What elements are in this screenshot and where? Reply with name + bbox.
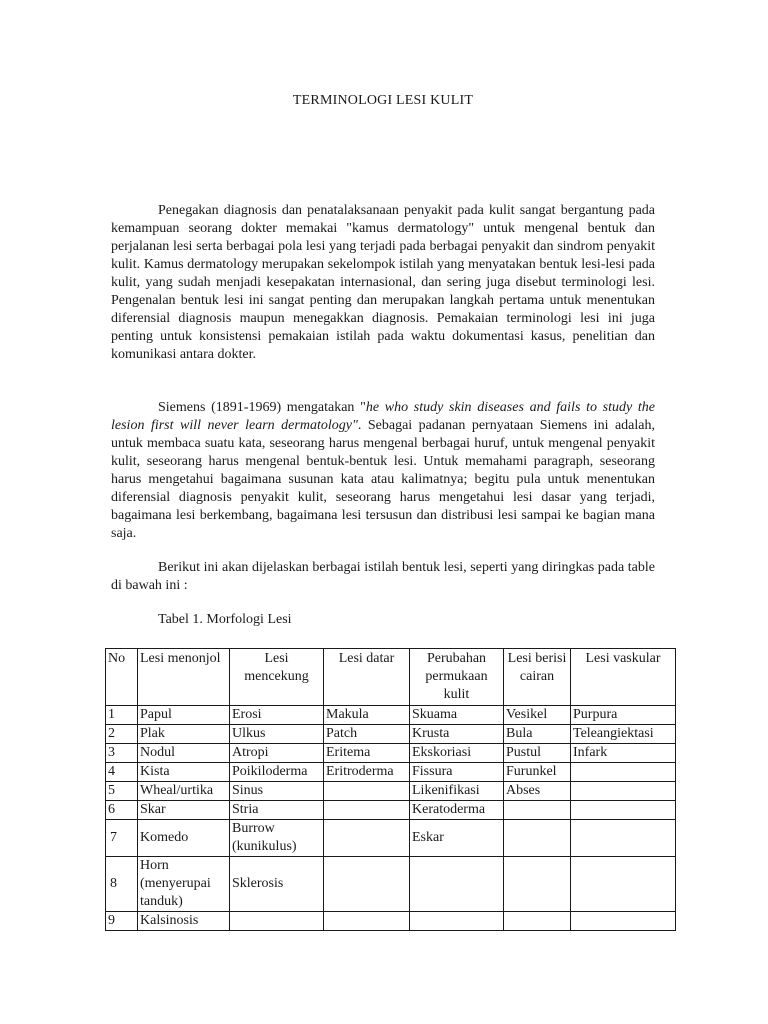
table-cell: Likenifikasi	[410, 782, 504, 801]
table-cell: Horn (menyerupai tanduk)	[138, 857, 230, 912]
header-lesi-berisi-cairan: Lesi berisi cairan	[504, 649, 571, 706]
table-cell: Skar	[138, 801, 230, 820]
table-cell	[324, 912, 410, 931]
table-cell: Papul	[138, 706, 230, 725]
table-cell	[410, 857, 504, 912]
table-cell: Furunkel	[504, 763, 571, 782]
table-cell: Vesikel	[504, 706, 571, 725]
table-cell: Wheal/urtika	[138, 782, 230, 801]
table-cell: Keratoderma	[410, 801, 504, 820]
paragraph-siemens-rest: . Sebagai padanan pernyataan Siemens ini adalah, untuk membaca suatu kata, seseorang harus mengenal berbagai huruf, untuk mengenal penyakit kulit, seseorang harus mengenal bentuk-bentuk lesi. Untuk memahami paragraph, seseorang harus mengetahui bagaimana susunan kata atau kalimatnya; begitu pula untuk menentukan diferensial diagnosis penyakit kulit, seseorang harus mengetahui lesi dasar yang terjadi, bagaimana lesi berkembang, bagaimana lesi tersusun dan distribusi lesi sampai ke bagian mana saja.	[111, 418, 655, 541]
table-cell: Purpura	[571, 706, 676, 725]
header-lesi-datar: Lesi datar	[324, 649, 410, 706]
paragraph-intro: Penegakan diagnosis dan penatalaksanaan penyakit pada kulit sangat bergantung pada kemampuan seorang dokter memakai "kamus dermatology" untuk mengenal bentuk dan perjalanan lesi serta berbagai pola lesi yang terjadi pada berbagai penyakit dan sindrom penyakit kulit. Kamus dermatology merupakan sekelompok istilah yang menyatakan bentuk lesi-lesi pada kulit, yang sudah menjadi kesepakatan internasional, dan sering juga disebut terminologi lesi. Pengenalan bentuk lesi ini sangat penting dan merupakan langkah pertama untuk menentukan diferensial diagnosis maupun menegakkan diagnosis. Pemakaian terminologi lesi ini juga penting untuk konsistensi pemakaian istilah pada waktu dokumentasi kasus, penelitian dan komunikasi antara dokter.	[111, 203, 655, 362]
table-cell	[504, 912, 571, 931]
table-cell: Pustul	[504, 744, 571, 763]
paragraph-table-intro: Berikut ini akan dijelaskan berbagai istilah bentuk lesi, seperti yang diringkas pada table di bawah ini :	[111, 560, 655, 593]
table-row	[106, 725, 676, 744]
table-cell	[571, 857, 676, 912]
header-no: No	[106, 649, 138, 706]
table-cell	[504, 820, 571, 857]
table-cell: Ekskoriasi	[410, 744, 504, 763]
table-cell	[504, 801, 571, 820]
table-cell	[571, 763, 676, 782]
table-cell: 1	[106, 706, 138, 725]
table-cell: Erosi	[230, 706, 324, 725]
table-row	[106, 782, 676, 801]
table-cell	[324, 782, 410, 801]
paragraph-siemens-lead: Siemens (1891-1969) mengatakan "	[158, 400, 366, 415]
table-cell: 6	[106, 801, 138, 820]
table-cell: 7	[106, 820, 138, 857]
table-cell: Stria	[230, 801, 324, 820]
table-row	[106, 763, 676, 782]
table-row	[106, 912, 676, 931]
table-cell: Sklerosis	[230, 857, 324, 912]
table-cell: 9	[106, 912, 138, 931]
table-cell: Eritema	[324, 744, 410, 763]
header-perubahan-permukaan: Perubahan permukaan kulit	[410, 649, 504, 706]
table-cell: Abses	[504, 782, 571, 801]
table-cell: Krusta	[410, 725, 504, 744]
table-cell	[571, 801, 676, 820]
siemens-quote: he who study skin diseases and fails to study the lesion first will never learn dermatology"	[111, 400, 655, 433]
table-cell	[571, 820, 676, 857]
header-lesi-menonjol: Lesi menonjol	[138, 649, 230, 706]
table-cell: Teleangiektasi	[571, 725, 676, 744]
table-cell: Poikiloderma	[230, 763, 324, 782]
table-cell: 8	[106, 857, 138, 912]
table-cell: Infark	[571, 744, 676, 763]
document-title: TERMINOLOGI LESI KULIT	[292, 93, 474, 108]
table-row	[106, 801, 676, 820]
table-cell	[504, 857, 571, 912]
table-cell: Plak	[138, 725, 230, 744]
table-cell: Kista	[138, 763, 230, 782]
table-cell: Eskar	[410, 820, 504, 857]
table-cell: Atropi	[230, 744, 324, 763]
table-cell: Bula	[504, 725, 571, 744]
table-cell	[324, 857, 410, 912]
table-cell: Komedo	[138, 820, 230, 857]
table-cell: Skuama	[410, 706, 504, 725]
table-cell	[571, 782, 676, 801]
morfologi-lesi-table	[105, 648, 676, 931]
table-row	[106, 706, 676, 725]
table-cell: Sinus	[230, 782, 324, 801]
table-cell	[230, 912, 324, 931]
paragraph-siemens	[111, 399, 655, 543]
table-cell: Fissura	[410, 763, 504, 782]
table-cell	[324, 801, 410, 820]
table-cell: Eritroderma	[324, 763, 410, 782]
table-cell: Ulkus	[230, 725, 324, 744]
table-cell	[410, 912, 504, 931]
table-cell	[324, 820, 410, 857]
table-cell: Kalsinosis	[138, 912, 230, 931]
table-cell: 2	[106, 725, 138, 744]
table-cell: Burrow (kunikulus)	[230, 820, 324, 857]
table-cell: Patch	[324, 725, 410, 744]
table-cell: 3	[106, 744, 138, 763]
table-header-row	[106, 649, 676, 706]
table-row	[106, 857, 676, 912]
header-lesi-vaskular: Lesi vaskular	[571, 649, 676, 706]
table-caption: Tabel 1. Morfologi Lesi	[158, 612, 292, 627]
table-cell: Makula	[324, 706, 410, 725]
table-cell: 5	[106, 782, 138, 801]
table-cell	[571, 912, 676, 931]
table-row	[106, 744, 676, 763]
table-cell: Nodul	[138, 744, 230, 763]
table-cell: 4	[106, 763, 138, 782]
table-row	[106, 820, 676, 857]
header-lesi-mencekung: Lesi mencekung	[230, 649, 324, 706]
